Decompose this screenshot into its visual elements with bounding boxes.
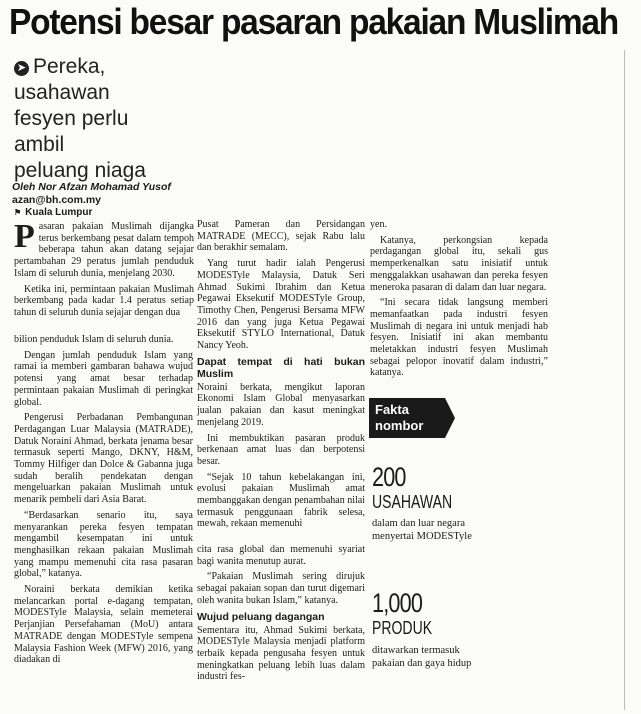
subheadline: [14, 54, 164, 184]
paragraph: cita rasa global dan memenuhi syariat bagi wanita menutup aurat.: [197, 544, 365, 567]
paragraph: yen.: [370, 219, 387, 230]
paragraph: Pasaran pakaian Muslimah dijangka terus berkembang pesat dalam tempoh beberapa tahun akan datang sejajar pertambahan 29 peratus jumlah penduduk Islam di seluruh dunia, menjelang 2030.: [14, 218, 194, 279]
section-subheading: Dapat tempat di hati bukan Muslim: [197, 355, 365, 380]
paragraph: “Berdasarkan senario itu, saya menyarankan pereka fesyen tempatan mengambil kesempatan ini untuk menghasilkan rekaan pakaian Muslimah yang mampu memenuhi cita rasa pasaran global,” katanya.: [14, 509, 193, 580]
fact-produk: [372, 588, 492, 670]
paragraph: Dengan jumlah penduduk Islam yang ramai ia memberi gambaran bahawa wujud potensi yang amat besar terhadap permintaan pakaian Muslimah di peringkat global.: [14, 349, 193, 408]
dateline-text: Kuala Lumpur: [25, 207, 93, 218]
paragraph: “Pakaian Muslimah sering dirujuk sebagai pakaian sopan dan turut digemari oleh wanita bukan Islam,” katanya.: [197, 571, 365, 606]
drop-cap: P: [14, 218, 35, 255]
fact-description: dalam dan luar negara menyertai MODESTyle: [372, 518, 472, 542]
fact-usahawan: [372, 462, 492, 543]
author-email[interactable]: azan@bh.com.my: [12, 194, 102, 206]
fact-description: ditawarkan termasuk pakaian dan gaya hidup: [372, 645, 472, 669]
paragraph: Ini membuktikan pasaran produk berkenaan amat luas dan berpotensi besar.: [197, 432, 365, 467]
paragraph: Noraini berkata, mengikut laporan Ekonomi Islam Global menyasarkan jualan pakaian dan kasut meningkat menjelang 2019.: [197, 381, 365, 428]
subhead-line-4: ambil: [14, 133, 65, 156]
location-marker-icon: ⚑: [14, 208, 22, 217]
fact-unit: PRODUK: [372, 618, 433, 638]
facts-label-line-2: nombor: [375, 418, 424, 433]
paragraph: bilion penduduk Islam di seluruh dunia.: [14, 334, 174, 345]
paragraph: “Ini secara tidak langsung memberi memanfaatkan pada industri fesyen Muslimah di negara ini untuk menjadi hab fesyen. Inisiatif ini akan membantu meletakkan industri fesyen Muslimah sebagai pelopor inovatif dalam industri,” katanya.: [370, 297, 548, 379]
column-divider: [624, 50, 625, 710]
arrow-bullet-icon: ➤: [14, 61, 29, 76]
article-column-2-bottom: [197, 544, 365, 687]
subhead-line-2: usahawan: [14, 81, 110, 104]
article-column-2-top: [197, 219, 365, 534]
paragraph: Pusat Pameran dan Persidangan MATRADE (MECC), sejak Rabu lalu dan berakhir semalam.: [197, 219, 365, 254]
paragraph: Sementara itu, Ahmad Sukimi berkata, MODESTyle Malaysia menjadi platform terbaik kepada pengusaha fesyen untuk meningkatkan peluang lebih luas dalam industri fes-: [197, 624, 365, 683]
article-column-3: [370, 219, 548, 383]
subhead-line-5: peluang niaga: [14, 159, 146, 182]
article-column-1-bottom: [14, 334, 193, 670]
fact-number: 200: [372, 462, 406, 492]
subhead-line-3: fesyen perlu: [14, 107, 129, 130]
paragraph: “Sejak 10 tahun kebelakangan ini, evolusi pakaian Muslimah amat membanggakan dengan penambahan nilai termasuk penggunaan fabrik selesa, mewah, rekaan memenuhi: [197, 471, 365, 530]
facts-label-box: [369, 398, 445, 438]
fact-unit: USAHAWAN: [372, 492, 453, 512]
paragraph: Pengerusi Perbadanan Pembangunan Perdagangan Luar Malaysia (MATRADE), Datuk Noraini Ahmad, berkata jenama besar termasuk seperti Mango, DKNY, H&M, Tommy Hilfiger dan Dolce & Gabanna juga sudah beralih pendekatan dengan mengeluarkan pakaian Muslimah untuk menarik pembeli dari Asia Barat.: [14, 412, 193, 506]
fact-number: 1,000: [372, 588, 423, 618]
section-subheading: Wujud peluang dagangan: [197, 610, 325, 623]
paragraph: Noraini berkata demikian ketika melancarkan portal e-dagang tempatan, MODESTyle Malaysia, selain memeterai Perjanjian Persefahaman (MoU) antara MATRADE dengan MODESTyle sempena Malaysia Fashion Week (MFW) 2016, yang diadakan di: [14, 584, 193, 666]
author-name: Oleh Nor Afzan Mohamad Yusof: [12, 181, 171, 193]
byline: [12, 181, 171, 207]
subhead-line-1: Pereka,: [33, 55, 106, 78]
paragraph: Katanya, perkongsian kepada perdagangan global itu, sekali gus memperkenalkan satu inisiatif untuk menggalakkan usahawan dan pereka fesyen meneroka pasaran di dalam dan luar negara.: [370, 234, 548, 293]
article-column-1-top: [14, 218, 194, 323]
paragraph: Ketika ini, permintaan pakaian Muslimah berkembang pada kadar 1.4 peratus setiap tahun di seluruh dunia sejajar dengan dua: [14, 283, 194, 318]
paragraph: Yang turut hadir ialah Pengerusi MODESTyle Malaysia, Datuk Seri Ahmad Sukimi Ibrahim dan Ketua Pegawai Eksekutif MODESTyle Group, Timothy Chen, Pengerusi Bersama MFW 2016 dan yang juga Ketua Pegawai Eksekutif STYLO International, Datuk Nancy Yeoh.: [197, 258, 365, 352]
dateline: [14, 207, 92, 218]
facts-label-line-1: Fakta: [375, 402, 409, 417]
headline: Potensi besar pasaran pakaian Muslimah: [9, 1, 619, 42]
